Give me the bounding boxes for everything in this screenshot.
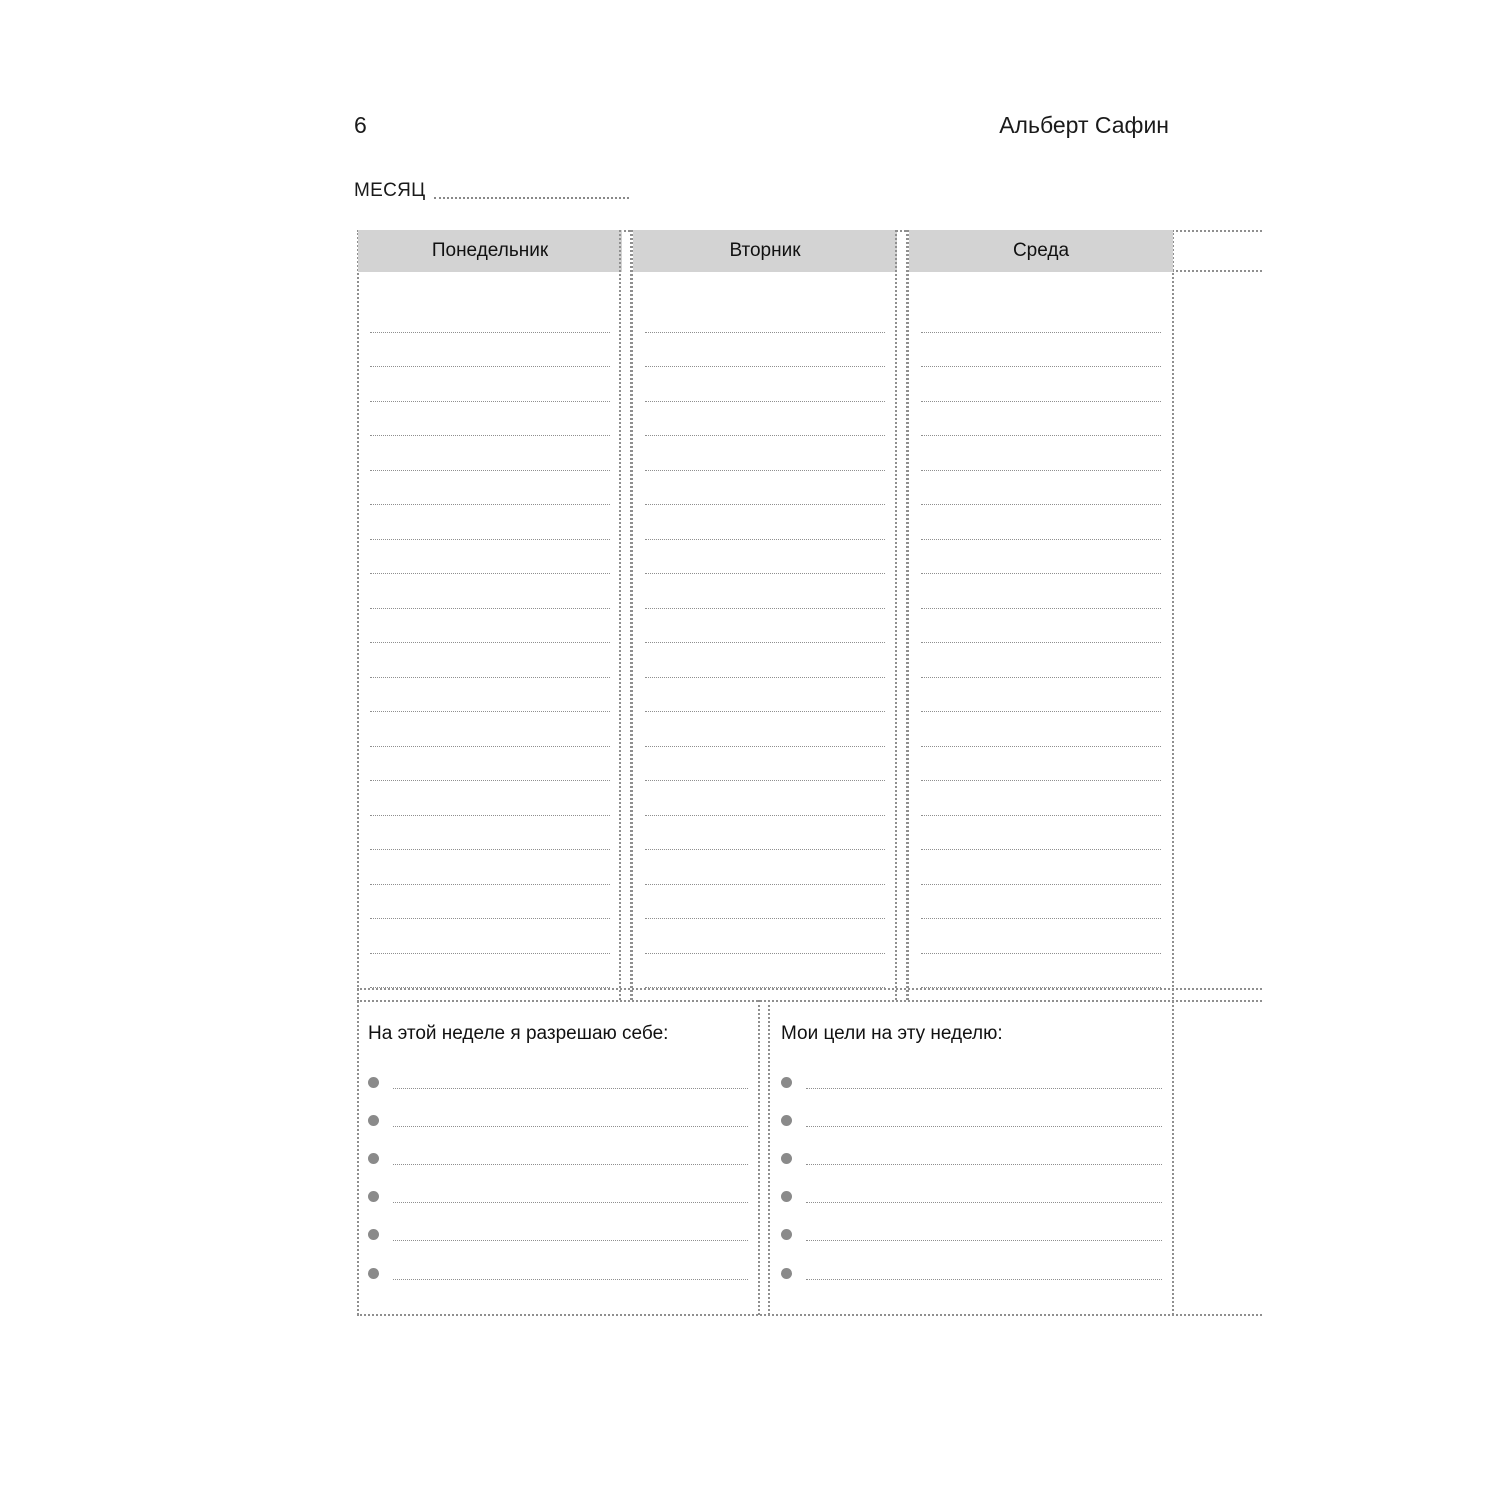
writing-line[interactable] [921, 574, 1161, 609]
writing-line[interactable] [370, 954, 610, 989]
writing-line[interactable] [645, 402, 885, 437]
writing-line[interactable] [921, 919, 1161, 954]
writing-line[interactable] [921, 850, 1161, 885]
month-label: МЕСЯЦ [354, 180, 426, 201]
writing-line[interactable] [370, 298, 610, 333]
writing-line[interactable] [645, 505, 885, 540]
writing-line[interactable] [370, 471, 610, 506]
day-header-wednesday: Среда [909, 230, 1173, 272]
bullet-item [368, 1139, 748, 1177]
bullet-item [781, 1139, 1162, 1177]
writing-line[interactable] [921, 678, 1161, 713]
writing-line[interactable] [921, 333, 1161, 368]
allow-myself-title: На этой неделе я разрешаю себе: [368, 1023, 669, 1044]
allow-myself-list [368, 1063, 748, 1292]
bullet-item [368, 1063, 748, 1101]
day-column-tuesday [633, 230, 897, 1000]
bullet-dot-icon [781, 1115, 792, 1126]
bullet-dot-icon [368, 1153, 379, 1164]
writing-line[interactable] [921, 885, 1161, 920]
writing-line[interactable] [370, 816, 610, 851]
bullet-writing-line[interactable] [393, 1279, 748, 1280]
bullet-writing-line[interactable] [393, 1088, 748, 1089]
column-separator [895, 230, 897, 1000]
writing-line[interactable] [921, 712, 1161, 747]
day-lines[interactable] [921, 298, 1161, 988]
writing-line[interactable] [370, 367, 610, 402]
writing-line[interactable] [370, 678, 610, 713]
bullet-dot-icon [781, 1191, 792, 1202]
bottom-divider-line-2 [768, 1000, 770, 1315]
writing-line[interactable] [645, 885, 885, 920]
writing-line[interactable] [370, 712, 610, 747]
writing-line[interactable] [370, 402, 610, 437]
bullet-writing-line[interactable] [806, 1126, 1162, 1127]
writing-line[interactable] [370, 885, 610, 920]
bullet-writing-line[interactable] [806, 1164, 1162, 1165]
bullet-item [368, 1254, 748, 1292]
day-header-monday: Понедельник [358, 230, 622, 272]
grid-week-bottom-line-2 [357, 1000, 1262, 1002]
writing-line[interactable] [645, 781, 885, 816]
bullet-writing-line[interactable] [393, 1164, 748, 1165]
writing-line[interactable] [370, 436, 610, 471]
bullet-dot-icon [368, 1268, 379, 1279]
writing-line[interactable] [645, 678, 885, 713]
writing-line[interactable] [370, 643, 610, 678]
writing-line[interactable] [921, 954, 1161, 989]
bullet-dot-icon [781, 1229, 792, 1240]
writing-line[interactable] [370, 919, 610, 954]
writing-line[interactable] [645, 850, 885, 885]
writing-line[interactable] [645, 747, 885, 782]
writing-line[interactable] [370, 333, 610, 368]
day-column-wednesday [909, 230, 1173, 1000]
writing-line[interactable] [921, 609, 1161, 644]
weekly-goals-title: Мои цели на эту неделю: [781, 1023, 1003, 1044]
bullet-writing-line[interactable] [806, 1240, 1162, 1241]
writing-line[interactable] [370, 540, 610, 575]
bullet-dot-icon [368, 1077, 379, 1088]
day-header-tuesday: Вторник [633, 230, 897, 272]
writing-line[interactable] [645, 816, 885, 851]
writing-line[interactable] [921, 643, 1161, 678]
month-field [354, 178, 629, 202]
grid-header-bottom-line [1172, 270, 1262, 272]
allow-myself-box [358, 1003, 756, 1315]
writing-line[interactable] [921, 505, 1161, 540]
writing-line[interactable] [370, 747, 610, 782]
bullet-writing-line[interactable] [806, 1202, 1162, 1203]
writing-line[interactable] [370, 505, 610, 540]
bullet-item [781, 1254, 1162, 1292]
writing-line[interactable] [645, 609, 885, 644]
bullet-item [781, 1216, 1162, 1254]
writing-line[interactable] [645, 298, 885, 333]
bullet-dot-icon [781, 1153, 792, 1164]
bullet-dot-icon [368, 1229, 379, 1240]
bullet-item [781, 1178, 1162, 1216]
writing-line[interactable] [921, 436, 1161, 471]
writing-line[interactable] [645, 540, 885, 575]
writing-line[interactable] [645, 471, 885, 506]
writing-line[interactable] [370, 574, 610, 609]
page-number: 6 [354, 112, 367, 138]
writing-line[interactable] [921, 540, 1161, 575]
day-lines[interactable] [370, 298, 610, 988]
bullet-item [781, 1063, 1162, 1101]
writing-line[interactable] [921, 402, 1161, 437]
writing-line[interactable] [921, 781, 1161, 816]
bullet-dot-icon [781, 1077, 792, 1088]
bullet-item [781, 1101, 1162, 1139]
weekly-goals-list [781, 1063, 1162, 1292]
writing-line[interactable] [921, 367, 1161, 402]
writing-line[interactable] [921, 298, 1161, 333]
writing-line[interactable] [645, 574, 885, 609]
bullet-writing-line[interactable] [393, 1202, 748, 1203]
writing-line[interactable] [645, 436, 885, 471]
writing-line[interactable] [921, 816, 1161, 851]
bullet-writing-line[interactable] [393, 1240, 748, 1241]
writing-line[interactable] [645, 367, 885, 402]
writing-line[interactable] [370, 850, 610, 885]
writing-line[interactable] [921, 747, 1161, 782]
writing-line[interactable] [921, 471, 1161, 506]
bullet-item [368, 1216, 748, 1254]
bullet-dot-icon [781, 1268, 792, 1279]
month-blank-line[interactable] [434, 197, 630, 199]
bullet-writing-line[interactable] [806, 1279, 1162, 1280]
column-separator [907, 230, 909, 1000]
bottom-divider-line [758, 1000, 760, 1315]
weekly-goals-box [771, 1003, 1170, 1315]
writing-line[interactable] [645, 333, 885, 368]
bullet-item [368, 1178, 748, 1216]
column-separator [619, 230, 621, 1000]
writing-line[interactable] [370, 781, 610, 816]
bullet-writing-line[interactable] [393, 1126, 748, 1127]
author-name: Альберт Сафин [999, 112, 1169, 138]
day-column-monday [358, 230, 622, 1000]
day-lines[interactable] [645, 298, 885, 988]
bullet-dot-icon [368, 1115, 379, 1126]
writing-line[interactable] [370, 609, 610, 644]
bullet-writing-line[interactable] [806, 1088, 1162, 1089]
column-separator [631, 230, 633, 1000]
bullet-item [368, 1101, 748, 1139]
bullet-dot-icon [368, 1191, 379, 1202]
writing-line[interactable] [645, 919, 885, 954]
writing-line[interactable] [645, 643, 885, 678]
writing-line[interactable] [645, 712, 885, 747]
writing-line[interactable] [645, 954, 885, 989]
